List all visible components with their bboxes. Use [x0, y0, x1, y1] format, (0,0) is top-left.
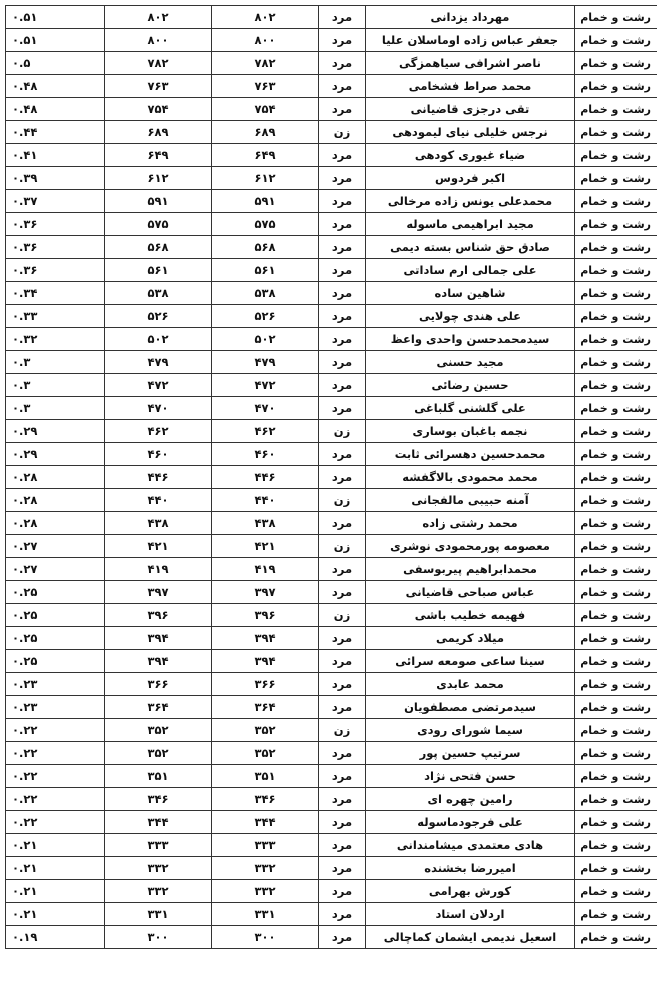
table-row: [6, 190, 657, 213]
gender-cell: مرد: [319, 903, 366, 926]
votes-secondary-cell: ۳۹۴: [105, 650, 212, 673]
city-cell: رشت و خمام: [575, 581, 657, 604]
votes-cell: ۳۴۶: [212, 788, 319, 811]
votes-cell: ۳۳۳: [212, 834, 319, 857]
city-cell: رشت و خمام: [575, 328, 657, 351]
percent-cell: ۰.۳۴: [6, 282, 105, 305]
votes-cell: ۳۹۷: [212, 581, 319, 604]
city-cell: رشت و خمام: [575, 259, 657, 282]
votes-secondary-cell: ۳۵۲: [105, 742, 212, 765]
votes-cell: ۷۸۲: [212, 52, 319, 75]
candidate-name-cell: مهرداد یزدانی: [366, 6, 575, 29]
votes-secondary-cell: ۳۳۲: [105, 857, 212, 880]
votes-secondary-cell: ۳۹۷: [105, 581, 212, 604]
candidate-name-cell: سیدمحمدحسن واحدی واعظ: [366, 328, 575, 351]
table-row: [6, 719, 657, 742]
gender-cell: مرد: [319, 75, 366, 98]
gender-cell: مرد: [319, 351, 366, 374]
votes-cell: ۳۳۲: [212, 880, 319, 903]
candidate-name-cell: سینا ساعی صومعه سرائی: [366, 650, 575, 673]
table-row: [6, 213, 657, 236]
votes-cell: ۳۹۴: [212, 627, 319, 650]
votes-cell: ۴۷۲: [212, 374, 319, 397]
city-cell: رشت و خمام: [575, 811, 657, 834]
votes-cell: ۵۲۶: [212, 305, 319, 328]
table-row: [6, 328, 657, 351]
city-cell: رشت و خمام: [575, 742, 657, 765]
city-cell: رشت و خمام: [575, 673, 657, 696]
city-cell: رشت و خمام: [575, 765, 657, 788]
percent-cell: ۰.۲۱: [6, 880, 105, 903]
city-cell: رشت و خمام: [575, 121, 657, 144]
votes-secondary-cell: ۷۵۴: [105, 98, 212, 121]
city-cell: رشت و خمام: [575, 190, 657, 213]
gender-cell: مرد: [319, 696, 366, 719]
gender-cell: زن: [319, 489, 366, 512]
table-row: [6, 305, 657, 328]
table-row: [6, 558, 657, 581]
candidate-name-cell: مجید ابراهیمی ماسوله: [366, 213, 575, 236]
city-cell: رشت و خمام: [575, 627, 657, 650]
table-row: [6, 880, 657, 903]
table-row: [6, 742, 657, 765]
votes-secondary-cell: ۴۶۲: [105, 420, 212, 443]
table-row: [6, 512, 657, 535]
votes-cell: ۳۹۶: [212, 604, 319, 627]
candidate-name-cell: حسین رضائی: [366, 374, 575, 397]
votes-secondary-cell: ۳۶۶: [105, 673, 212, 696]
votes-secondary-cell: ۴۴۶: [105, 466, 212, 489]
table-row: [6, 627, 657, 650]
city-cell: رشت و خمام: [575, 489, 657, 512]
table-row: [6, 604, 657, 627]
table-row: [6, 443, 657, 466]
percent-cell: ۰.۲۸: [6, 489, 105, 512]
percent-cell: ۰.۲۵: [6, 650, 105, 673]
gender-cell: مرد: [319, 259, 366, 282]
gender-cell: مرد: [319, 29, 366, 52]
gender-cell: مرد: [319, 52, 366, 75]
table-row: [6, 6, 657, 29]
candidate-name-cell: کورش بهرامی: [366, 880, 575, 903]
candidate-name-cell: علی فرجودماسوله: [366, 811, 575, 834]
votes-cell: ۳۴۴: [212, 811, 319, 834]
votes-secondary-cell: ۳۹۴: [105, 627, 212, 650]
city-cell: رشت و خمام: [575, 420, 657, 443]
gender-cell: مرد: [319, 144, 366, 167]
gender-cell: مرد: [319, 880, 366, 903]
table-row: [6, 259, 657, 282]
gender-cell: مرد: [319, 282, 366, 305]
percent-cell: ۰.۳۶: [6, 213, 105, 236]
votes-secondary-cell: ۵۳۸: [105, 282, 212, 305]
candidate-name-cell: سرتیپ حسین پور: [366, 742, 575, 765]
votes-cell: ۳۵۱: [212, 765, 319, 788]
candidate-name-cell: محمد محمودی بالاگفشه: [366, 466, 575, 489]
votes-cell: ۵۰۲: [212, 328, 319, 351]
votes-cell: ۶۴۹: [212, 144, 319, 167]
gender-cell: مرد: [319, 742, 366, 765]
table-row: [6, 236, 657, 259]
percent-cell: ۰.۲۵: [6, 581, 105, 604]
percent-cell: ۰.۲۵: [6, 627, 105, 650]
percent-cell: ۰.۲۹: [6, 443, 105, 466]
percent-cell: ۰.۲۲: [6, 788, 105, 811]
percent-cell: ۰.۲۷: [6, 558, 105, 581]
table-row: [6, 466, 657, 489]
votes-secondary-cell: ۳۶۴: [105, 696, 212, 719]
votes-cell: ۴۴۰: [212, 489, 319, 512]
votes-cell: ۴۷۰: [212, 397, 319, 420]
percent-cell: ۰.۲۵: [6, 604, 105, 627]
percent-cell: ۰.۳۶: [6, 236, 105, 259]
city-cell: رشت و خمام: [575, 144, 657, 167]
percent-cell: ۰.۳۶: [6, 259, 105, 282]
candidate-name-cell: محمد صراط فشخامی: [366, 75, 575, 98]
votes-secondary-cell: ۴۲۱: [105, 535, 212, 558]
table-row: [6, 144, 657, 167]
percent-cell: ۰.۲۸: [6, 512, 105, 535]
table-row: [6, 397, 657, 420]
percent-cell: ۰.۲۱: [6, 834, 105, 857]
gender-cell: مرد: [319, 236, 366, 259]
city-cell: رشت و خمام: [575, 512, 657, 535]
candidate-name-cell: اردلان استاد: [366, 903, 575, 926]
percent-cell: ۰.۳: [6, 351, 105, 374]
candidate-name-cell: آمنه حبیبی مالفجانی: [366, 489, 575, 512]
table-row: [6, 811, 657, 834]
percent-cell: ۰.۴۸: [6, 98, 105, 121]
votes-cell: ۴۲۱: [212, 535, 319, 558]
city-cell: رشت و خمام: [575, 98, 657, 121]
table-row: [6, 788, 657, 811]
gender-cell: مرد: [319, 673, 366, 696]
candidate-name-cell: ناصر اشرافی سیاهمزگی: [366, 52, 575, 75]
candidate-name-cell: محمد عابدی: [366, 673, 575, 696]
candidate-name-cell: علی جمالی ارم ساداتی: [366, 259, 575, 282]
gender-cell: زن: [319, 420, 366, 443]
table-row: [6, 903, 657, 926]
gender-cell: زن: [319, 604, 366, 627]
city-cell: رشت و خمام: [575, 558, 657, 581]
candidate-name-cell: ضیاء غیوری کودهی: [366, 144, 575, 167]
city-cell: رشت و خمام: [575, 903, 657, 926]
candidate-name-cell: تقی درجزی قاضیانی: [366, 98, 575, 121]
votes-cell: ۳۳۱: [212, 903, 319, 926]
percent-cell: ۰.۲۱: [6, 903, 105, 926]
percent-cell: ۰.۲۹: [6, 420, 105, 443]
gender-cell: مرد: [319, 581, 366, 604]
candidate-name-cell: اکبر فردوس: [366, 167, 575, 190]
votes-cell: ۵۹۱: [212, 190, 319, 213]
candidate-name-cell: محمد رشتی زاده: [366, 512, 575, 535]
candidate-name-cell: رامین چهره ای: [366, 788, 575, 811]
table-row: [6, 167, 657, 190]
gender-cell: مرد: [319, 765, 366, 788]
candidate-name-cell: مجید حسنی: [366, 351, 575, 374]
table-row: [6, 673, 657, 696]
table-row: [6, 75, 657, 98]
candidate-name-cell: فهیمه خطیب باشی: [366, 604, 575, 627]
votes-cell: ۳۵۲: [212, 742, 319, 765]
votes-secondary-cell: ۸۰۲: [105, 6, 212, 29]
votes-cell: ۳۵۲: [212, 719, 319, 742]
votes-cell: ۵۳۸: [212, 282, 319, 305]
candidate-name-cell: سیما شورای رودی: [366, 719, 575, 742]
gender-cell: مرد: [319, 857, 366, 880]
results-document: [5, 5, 652, 949]
candidate-name-cell: علی هندی چولایی: [366, 305, 575, 328]
gender-cell: مرد: [319, 98, 366, 121]
city-cell: رشت و خمام: [575, 466, 657, 489]
city-cell: رشت و خمام: [575, 236, 657, 259]
city-cell: رشت و خمام: [575, 834, 657, 857]
city-cell: رشت و خمام: [575, 535, 657, 558]
votes-secondary-cell: ۴۴۰: [105, 489, 212, 512]
percent-cell: ۰.۲۳: [6, 696, 105, 719]
city-cell: رشت و خمام: [575, 282, 657, 305]
votes-secondary-cell: ۵۹۱: [105, 190, 212, 213]
gender-cell: زن: [319, 535, 366, 558]
city-cell: رشت و خمام: [575, 604, 657, 627]
table-row: [6, 765, 657, 788]
table-row: [6, 282, 657, 305]
candidate-name-cell: امیررضا بخشنده: [366, 857, 575, 880]
gender-cell: مرد: [319, 328, 366, 351]
city-cell: رشت و خمام: [575, 880, 657, 903]
percent-cell: ۰.۲۷: [6, 535, 105, 558]
candidate-name-cell: نجمه باغبان بوساری: [366, 420, 575, 443]
votes-cell: ۷۵۴: [212, 98, 319, 121]
percent-cell: ۰.۲۱: [6, 857, 105, 880]
gender-cell: مرد: [319, 213, 366, 236]
votes-secondary-cell: ۴۷۲: [105, 374, 212, 397]
city-cell: رشت و خمام: [575, 857, 657, 880]
percent-cell: ۰.۲۲: [6, 742, 105, 765]
votes-secondary-cell: ۳۴۴: [105, 811, 212, 834]
candidate-name-cell: محمدعلی یونس زاده مرخالی: [366, 190, 575, 213]
votes-cell: ۵۷۵: [212, 213, 319, 236]
table-row: [6, 650, 657, 673]
gender-cell: مرد: [319, 627, 366, 650]
table-row: [6, 121, 657, 144]
percent-cell: ۰.۵: [6, 52, 105, 75]
table-row: [6, 98, 657, 121]
votes-cell: ۵۶۱: [212, 259, 319, 282]
table-row: [6, 351, 657, 374]
votes-secondary-cell: ۳۳۲: [105, 880, 212, 903]
city-cell: رشت و خمام: [575, 719, 657, 742]
candidate-name-cell: شاهین ساده: [366, 282, 575, 305]
candidate-name-cell: معصومه پورمحمودی نوشری: [366, 535, 575, 558]
votes-cell: ۳۳۲: [212, 857, 319, 880]
votes-secondary-cell: ۸۰۰: [105, 29, 212, 52]
votes-secondary-cell: ۷۶۳: [105, 75, 212, 98]
votes-cell: ۸۰۲: [212, 6, 319, 29]
votes-cell: ۴۳۸: [212, 512, 319, 535]
gender-cell: مرد: [319, 190, 366, 213]
candidate-name-cell: اسعیل ندیمی ایشمان کماچالی: [366, 926, 575, 949]
votes-secondary-cell: ۴۷۰: [105, 397, 212, 420]
votes-secondary-cell: ۴۷۹: [105, 351, 212, 374]
city-cell: رشت و خمام: [575, 305, 657, 328]
percent-cell: ۰.۴۱: [6, 144, 105, 167]
city-cell: رشت و خمام: [575, 213, 657, 236]
table-row: [6, 834, 657, 857]
gender-cell: مرد: [319, 397, 366, 420]
percent-cell: ۰.۳۷: [6, 190, 105, 213]
percent-cell: ۰.۳: [6, 397, 105, 420]
candidate-name-cell: سیدمرتضی مصطفویان: [366, 696, 575, 719]
votes-secondary-cell: ۵۷۵: [105, 213, 212, 236]
table-row: [6, 696, 657, 719]
candidate-name-cell: نرجس خلیلی نیای لیمودهی: [366, 121, 575, 144]
percent-cell: ۰.۵۱: [6, 6, 105, 29]
votes-secondary-cell: ۶۸۹: [105, 121, 212, 144]
table-row: [6, 489, 657, 512]
candidate-name-cell: هادی معتمدی میشامندانی: [366, 834, 575, 857]
percent-cell: ۰.۳۳: [6, 305, 105, 328]
city-cell: رشت و خمام: [575, 52, 657, 75]
table-row: [6, 52, 657, 75]
table-row: [6, 581, 657, 604]
table-row: [6, 926, 657, 949]
table-row: [6, 374, 657, 397]
table-row: [6, 535, 657, 558]
city-cell: رشت و خمام: [575, 374, 657, 397]
percent-cell: ۰.۳۹: [6, 167, 105, 190]
votes-secondary-cell: ۶۱۲: [105, 167, 212, 190]
city-cell: رشت و خمام: [575, 6, 657, 29]
city-cell: رشت و خمام: [575, 696, 657, 719]
candidate-name-cell: علی گلشنی گلباغی: [366, 397, 575, 420]
candidate-name-cell: عباس صباحی قاضیانی: [366, 581, 575, 604]
votes-secondary-cell: ۴۶۰: [105, 443, 212, 466]
candidate-name-cell: محمدحسین دهسرائی ثابت: [366, 443, 575, 466]
table-row: [6, 857, 657, 880]
gender-cell: مرد: [319, 466, 366, 489]
percent-cell: ۰.۵۱: [6, 29, 105, 52]
table-row: [6, 420, 657, 443]
city-cell: رشت و خمام: [575, 650, 657, 673]
gender-cell: مرد: [319, 834, 366, 857]
votes-secondary-cell: ۴۱۹: [105, 558, 212, 581]
city-cell: رشت و خمام: [575, 397, 657, 420]
votes-cell: ۳۶۶: [212, 673, 319, 696]
votes-secondary-cell: ۵۰۲: [105, 328, 212, 351]
votes-secondary-cell: ۷۸۲: [105, 52, 212, 75]
gender-cell: مرد: [319, 374, 366, 397]
percent-cell: ۰.۴۴: [6, 121, 105, 144]
votes-secondary-cell: ۳۰۰: [105, 926, 212, 949]
votes-cell: ۴۴۶: [212, 466, 319, 489]
votes-cell: ۴۱۹: [212, 558, 319, 581]
votes-cell: ۶۱۲: [212, 167, 319, 190]
candidate-name-cell: جعفر عباس زاده اوماسلان علیا: [366, 29, 575, 52]
votes-cell: ۶۸۹: [212, 121, 319, 144]
percent-cell: ۰.۳۲: [6, 328, 105, 351]
gender-cell: مرد: [319, 443, 366, 466]
percent-cell: ۰.۲۳: [6, 673, 105, 696]
city-cell: رشت و خمام: [575, 443, 657, 466]
candidate-name-cell: حسن فتحی نژاد: [366, 765, 575, 788]
votes-cell: ۷۶۳: [212, 75, 319, 98]
candidate-name-cell: صادق حق شناس بسته دیمی: [366, 236, 575, 259]
votes-cell: ۴۶۲: [212, 420, 319, 443]
city-cell: رشت و خمام: [575, 29, 657, 52]
results-table-body: [6, 6, 657, 949]
votes-secondary-cell: ۳۴۶: [105, 788, 212, 811]
table-row: [6, 29, 657, 52]
gender-cell: زن: [319, 719, 366, 742]
city-cell: رشت و خمام: [575, 788, 657, 811]
city-cell: رشت و خمام: [575, 926, 657, 949]
city-cell: رشت و خمام: [575, 351, 657, 374]
percent-cell: ۰.۲۸: [6, 466, 105, 489]
city-cell: رشت و خمام: [575, 167, 657, 190]
gender-cell: مرد: [319, 167, 366, 190]
percent-cell: ۰.۴۸: [6, 75, 105, 98]
votes-cell: ۸۰۰: [212, 29, 319, 52]
gender-cell: مرد: [319, 788, 366, 811]
gender-cell: مرد: [319, 558, 366, 581]
gender-cell: مرد: [319, 926, 366, 949]
gender-cell: مرد: [319, 512, 366, 535]
gender-cell: زن: [319, 121, 366, 144]
votes-secondary-cell: ۵۲۶: [105, 305, 212, 328]
votes-cell: ۳۶۴: [212, 696, 319, 719]
votes-secondary-cell: ۳۳۳: [105, 834, 212, 857]
candidate-name-cell: محمدابراهیم پیربوسفی: [366, 558, 575, 581]
votes-secondary-cell: ۵۶۱: [105, 259, 212, 282]
percent-cell: ۰.۲۲: [6, 719, 105, 742]
votes-cell: ۴۷۹: [212, 351, 319, 374]
votes-secondary-cell: ۳۳۱: [105, 903, 212, 926]
gender-cell: مرد: [319, 650, 366, 673]
gender-cell: مرد: [319, 6, 366, 29]
percent-cell: ۰.۲۲: [6, 811, 105, 834]
votes-cell: ۵۶۸: [212, 236, 319, 259]
votes-secondary-cell: ۳۹۶: [105, 604, 212, 627]
gender-cell: مرد: [319, 811, 366, 834]
votes-secondary-cell: ۳۵۲: [105, 719, 212, 742]
gender-cell: مرد: [319, 305, 366, 328]
votes-cell: ۴۶۰: [212, 443, 319, 466]
results-table: [5, 5, 657, 949]
city-cell: رشت و خمام: [575, 75, 657, 98]
percent-cell: ۰.۲۲: [6, 765, 105, 788]
candidate-name-cell: میلاد کریمی: [366, 627, 575, 650]
percent-cell: ۰.۳: [6, 374, 105, 397]
percent-cell: ۰.۱۹: [6, 926, 105, 949]
votes-secondary-cell: ۵۶۸: [105, 236, 212, 259]
votes-secondary-cell: ۳۵۱: [105, 765, 212, 788]
votes-cell: ۳۹۴: [212, 650, 319, 673]
votes-secondary-cell: ۴۳۸: [105, 512, 212, 535]
votes-secondary-cell: ۶۴۹: [105, 144, 212, 167]
votes-cell: ۳۰۰: [212, 926, 319, 949]
